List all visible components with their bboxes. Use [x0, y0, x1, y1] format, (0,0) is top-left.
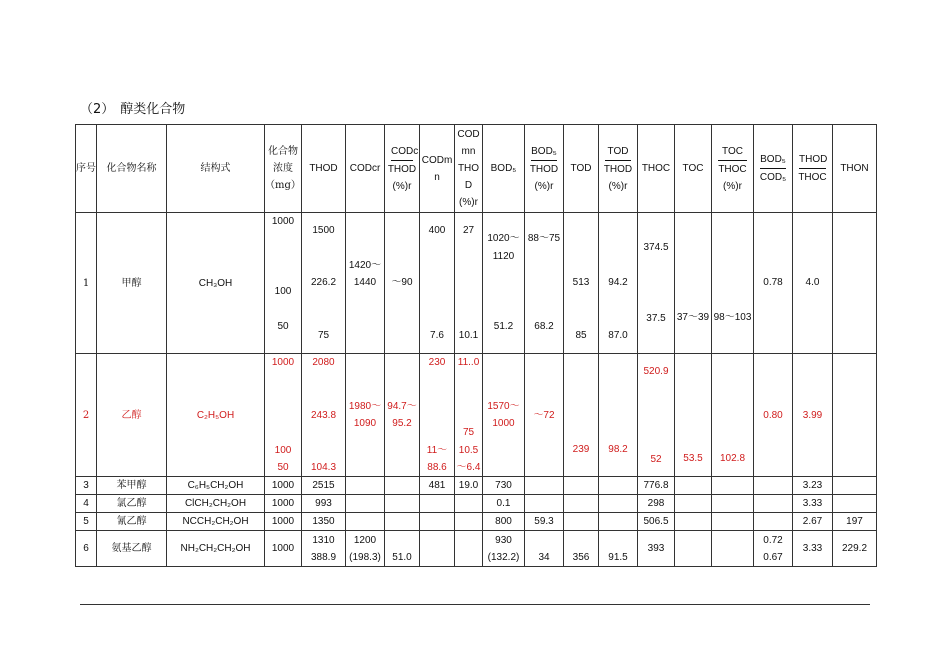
header-bod5-thod: BOD₅ THOD (%)r — [525, 125, 564, 213]
row3-thod-thoc: 3.23 — [793, 477, 833, 495]
row2-thoc: 520.9 52 — [638, 354, 675, 477]
row2-toc-thoc: 102.8 — [712, 354, 754, 477]
row1-thoc: 374.5 37.5 — [638, 213, 675, 354]
row6-bod5-thod: 34 — [525, 531, 564, 567]
row5-bod5: 800 — [483, 513, 525, 531]
row2-codmn-thod: 11..0 75 10.5 ～6.4 — [455, 354, 483, 477]
row4-seq: 4 — [76, 495, 97, 513]
header-seq: 序号 — [76, 125, 97, 213]
header-formula: 结构式 — [167, 125, 265, 213]
row3-conc: 1000 — [265, 477, 302, 495]
row1-codmn: 400 7.6 — [420, 213, 455, 354]
row1-toc: 37～39 — [675, 213, 712, 354]
header-conc: 化合物 浓度 （mg） — [265, 125, 302, 213]
row4-conc: 1000 — [265, 495, 302, 513]
row5-formula: NCCH₂CH₂OH — [167, 513, 265, 531]
row2-seq: 2 — [76, 354, 97, 477]
row6-thoc: 393 — [638, 531, 675, 567]
row3-seq: 3 — [76, 477, 97, 495]
header-codc-thod: CODc THOD (%)r — [385, 125, 420, 213]
header-name: 化合物名称 — [97, 125, 167, 213]
row3-thod: 2515 — [302, 477, 346, 495]
header-codcr: CODcr — [346, 125, 385, 213]
header-thoc: THOC — [638, 125, 675, 213]
row1-seq: 1 — [76, 213, 97, 354]
row2-thod-thoc: 3.99 — [793, 354, 833, 477]
row6-bod5-cod5: 0.72 0.67 — [754, 531, 793, 567]
section-title: 醇类化合物 — [120, 102, 186, 117]
row2-tod: 239 — [564, 354, 599, 477]
row1-thod: 1500 226.2 75 — [302, 213, 346, 354]
row1-bod5-cod5: 0.78 — [754, 213, 793, 354]
section-number: （2） — [80, 102, 115, 117]
row5-thod: 1350 — [302, 513, 346, 531]
table-row-chloroethanol — [76, 495, 877, 513]
header-toc: TOC — [675, 125, 712, 213]
row1-codc-thod: ～90 — [385, 213, 420, 354]
row3-formula: C₆H₅CH₂OH — [167, 477, 265, 495]
row5-bod5-thod: 59.3 — [525, 513, 564, 531]
row6-name: 氨基乙醇 — [97, 531, 167, 567]
header-toc-thoc: TOC THOC (%)r — [712, 125, 754, 213]
header-codmn-thod: COD mn THO D (%)r — [455, 125, 483, 213]
row6-tod: 356 — [564, 531, 599, 567]
row2-codcr: 1980～ 1090 — [346, 354, 385, 477]
row1-tod-thod: 94.2 87.0 — [599, 213, 638, 354]
header-thon: THON — [833, 125, 877, 213]
row6-conc: 1000 — [265, 531, 302, 567]
row2-thon — [833, 354, 877, 477]
row2-thod: 2080 243.8 104.3 — [302, 354, 346, 477]
row6-thon: 229.2 — [833, 531, 877, 567]
row6-formula: NH₂CH₂CH₂OH — [167, 531, 265, 567]
row6-thod-thoc: 3.33 — [793, 531, 833, 567]
row1-thon — [833, 213, 877, 354]
table-row-benzyl-alcohol — [76, 477, 877, 495]
row2-bod5: 1570～ 1000 — [483, 354, 525, 477]
row1-thod-thoc: 4.0 — [793, 213, 833, 354]
header-bod5-cod5: BOD₅ COD₅ — [754, 125, 793, 213]
row3-codmn-thod: 19.0 — [455, 477, 483, 495]
row5-thod-thoc: 2.67 — [793, 513, 833, 531]
row6-codcr: 1200 (198.3) — [346, 531, 385, 567]
header-thod-thoc: THOD THOC — [793, 125, 833, 213]
row4-thoc: 298 — [638, 495, 675, 513]
header-thod: THOD — [302, 125, 346, 213]
row1-toc-thoc: 98～103 — [712, 213, 754, 354]
header-tod: TOD — [564, 125, 599, 213]
row5-thon: 197 — [833, 513, 877, 531]
row2-formula: C₂H₅OH — [167, 354, 265, 477]
row3-codmn: 481 — [420, 477, 455, 495]
row2-tod-thod: 98.2 — [599, 354, 638, 477]
table-row-cyanoethanol — [76, 513, 877, 531]
row1-formula: CH₃OH — [167, 213, 265, 354]
row6-seq: 6 — [76, 531, 97, 567]
row1-codmn-thod: 27 10.1 — [455, 213, 483, 354]
header-tod-thod: TOD THOD (%)r — [599, 125, 638, 213]
row6-tod-thod: 91.5 — [599, 531, 638, 567]
row2-toc: 53.5 — [675, 354, 712, 477]
row5-name: 氰乙醇 — [97, 513, 167, 531]
table-row-ethanol — [76, 354, 877, 477]
row1-tod: 513 85 — [564, 213, 599, 354]
row2-codc-thod: 94.7～ 95.2 — [385, 354, 420, 477]
table-row-aminoethanol — [76, 531, 877, 567]
row3-thoc: 776.8 — [638, 477, 675, 495]
row3-name: 苯甲醇 — [97, 477, 167, 495]
row1-bod5-thod: 88～75 68.2 — [525, 213, 564, 354]
row1-conc: 1000 100 50 — [265, 213, 302, 354]
header-bod5: BOD₅ — [483, 125, 525, 213]
row2-bod5-cod5: 0.80 — [754, 354, 793, 477]
header-codmn: CODm n — [420, 125, 455, 213]
row1-bod5: 1020～ 1120 51.2 — [483, 213, 525, 354]
row4-bod5: 0.1 — [483, 495, 525, 513]
alcohol-compounds-table — [75, 124, 877, 567]
row4-name: 氯乙醇 — [97, 495, 167, 513]
row6-bod5: 930 (132.2) — [483, 531, 525, 567]
row5-seq: 5 — [76, 513, 97, 531]
row2-conc: 1000 100 50 — [265, 354, 302, 477]
row2-name: 乙醇 — [97, 354, 167, 477]
row4-thod-thoc: 3.33 — [793, 495, 833, 513]
row2-codmn: 230 11～ 88.6 — [420, 354, 455, 477]
row4-formula: ClCH₂CH₂OH — [167, 495, 265, 513]
row1-name: 甲醇 — [97, 213, 167, 354]
table-row-methanol — [76, 213, 877, 354]
row3-bod5: 730 — [483, 477, 525, 495]
row6-codc-thod: 51.0 — [385, 531, 420, 567]
section-heading — [80, 98, 191, 117]
row5-thoc: 506.5 — [638, 513, 675, 531]
row5-conc: 1000 — [265, 513, 302, 531]
row4-thod: 993 — [302, 495, 346, 513]
row1-codcr: 1420～ 1440 — [346, 213, 385, 354]
footer-divider — [80, 604, 870, 605]
row2-bod5-thod: ～72 — [525, 354, 564, 477]
header-row — [76, 125, 877, 213]
row6-thod: 1310 388.9 — [302, 531, 346, 567]
